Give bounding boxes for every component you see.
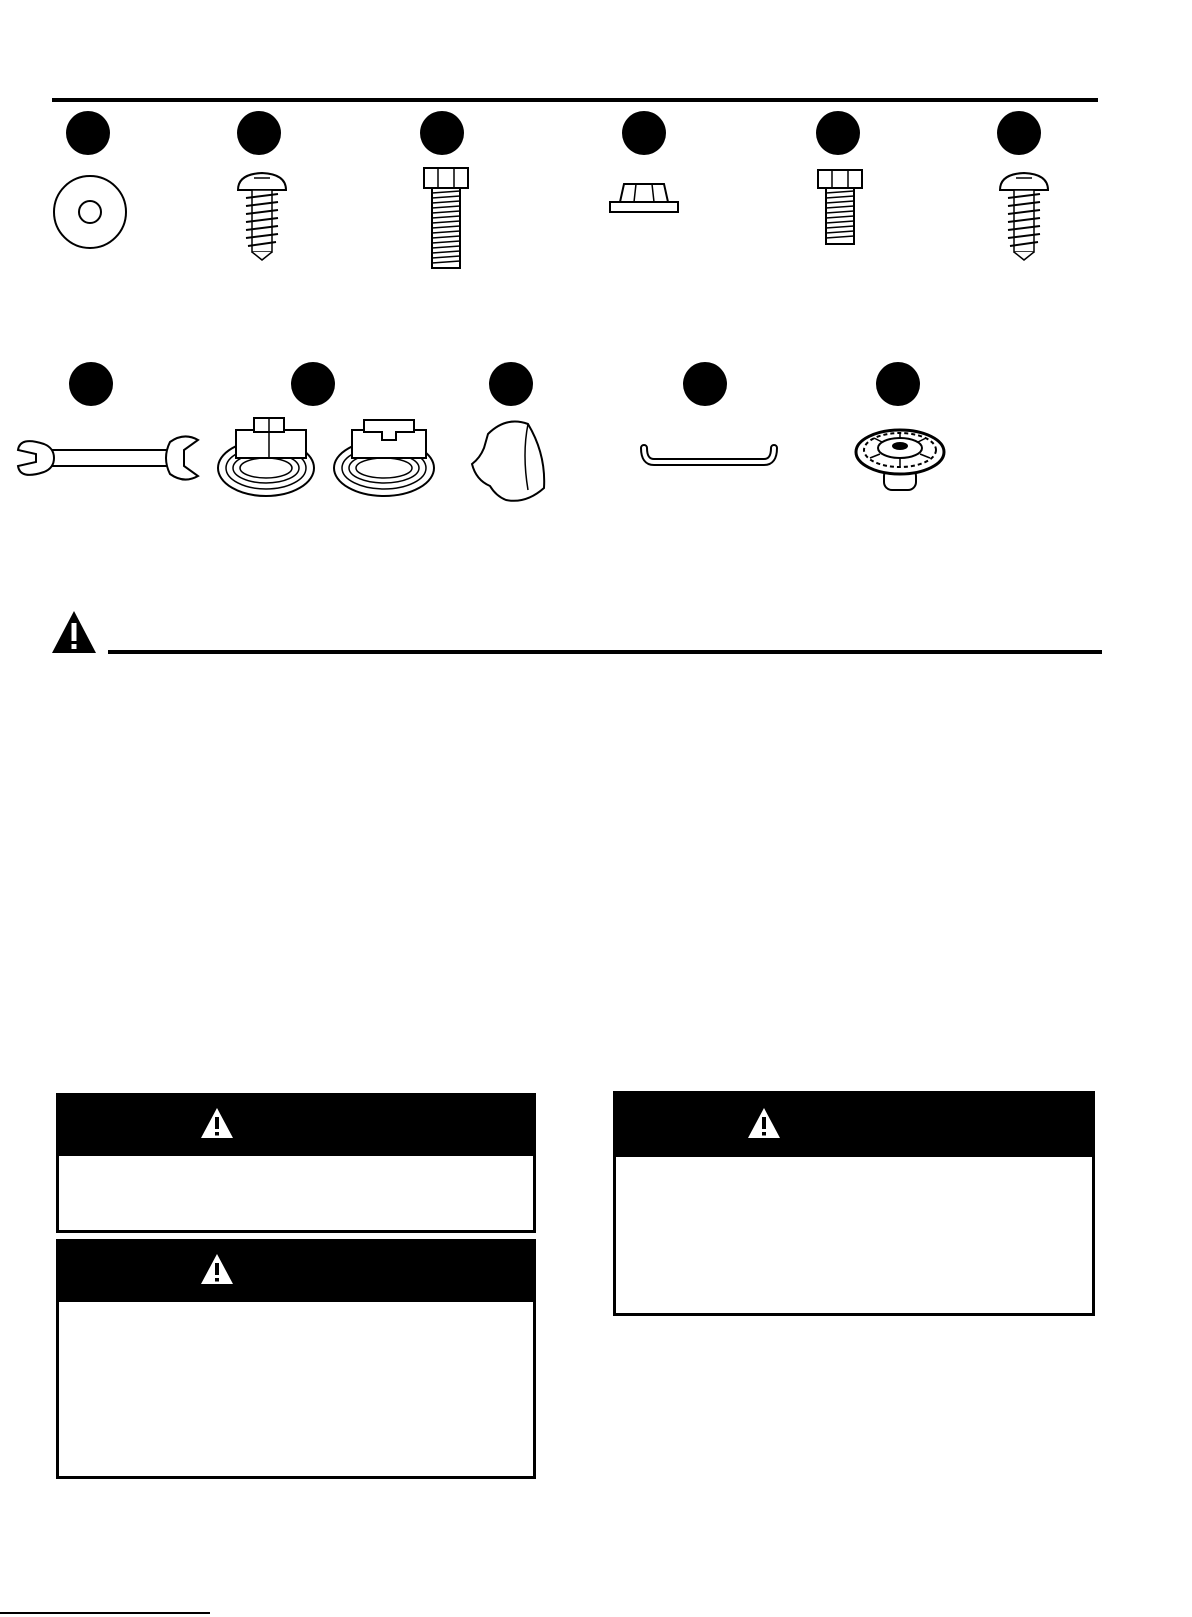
warning-triangle-icon (50, 609, 98, 655)
part-number-badge (291, 362, 335, 406)
pan-head-screw-icon (232, 168, 292, 264)
part-number-badge (66, 111, 110, 155)
long-hex-bolt-icon (418, 166, 474, 272)
part-number-badge (237, 111, 281, 155)
part-number-badge (69, 362, 113, 406)
warning-panel-body (59, 1156, 533, 1230)
warning-panel-body (59, 1302, 533, 1476)
part-number-badge (622, 111, 666, 155)
part-number-badge (876, 362, 920, 406)
washer-icon (50, 172, 130, 252)
short-hex-bolt-icon (812, 168, 868, 248)
warning-panel-header (59, 1242, 533, 1302)
handle-icon (636, 440, 782, 472)
warning-panel-body (616, 1157, 1092, 1313)
safety-section-rule (108, 650, 1102, 654)
knob-cap-icon (466, 414, 552, 510)
flange-nut-icon (606, 180, 682, 216)
control-knob-icon (852, 424, 948, 496)
part-number-badge (683, 362, 727, 406)
bottom-rule (0, 1612, 210, 1614)
part-number-badge (420, 111, 464, 155)
warning-panel-right (613, 1091, 1095, 1316)
part-number-badge (489, 362, 533, 406)
warning-triangle-icon (199, 1252, 235, 1286)
warning-panel-header (59, 1096, 533, 1156)
part-number-badge (997, 111, 1041, 155)
part-number-badge (816, 111, 860, 155)
top-rule (52, 98, 1098, 102)
warning-panel-left-top (56, 1093, 536, 1233)
wrench-icon (14, 428, 202, 488)
pan-head-screw-icon (994, 168, 1054, 264)
warning-triangle-icon (746, 1106, 782, 1140)
clip-pair-icon (214, 410, 444, 505)
warning-panel-header (616, 1094, 1092, 1157)
warning-triangle-icon (199, 1106, 235, 1140)
warning-panel-left-bottom (56, 1239, 536, 1479)
